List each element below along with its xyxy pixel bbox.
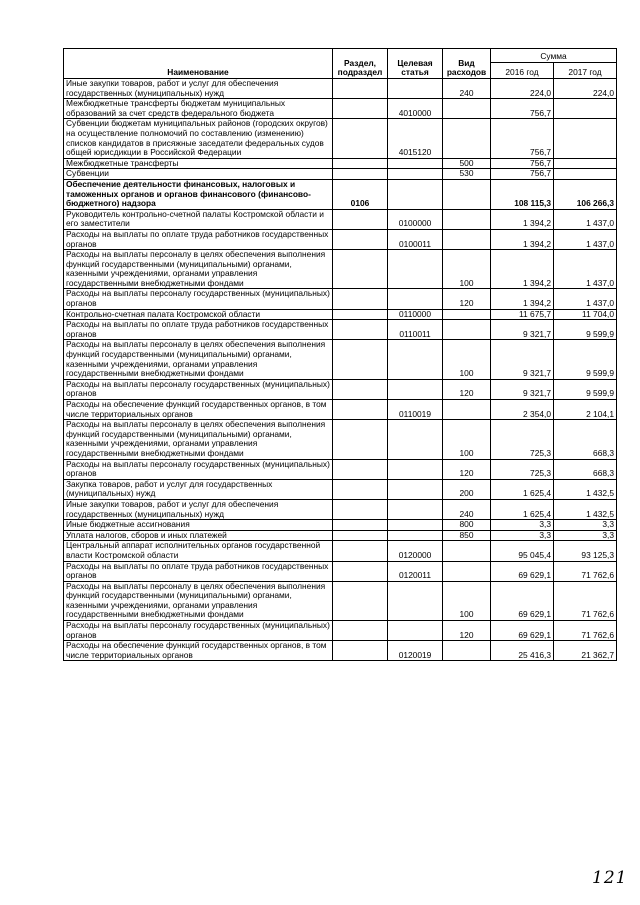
row-section [333,499,388,519]
row-sum-2017: 1 437,0 [554,250,617,289]
row-sum-2016: 1 394,2 [491,250,554,289]
row-sum-2016: 2 354,0 [491,400,554,420]
row-section [333,379,388,399]
row-expense-type: 100 [443,340,491,379]
row-sum-2016: 69 629,1 [491,581,554,620]
row-name: Расходы на выплаты персоналу государственных (муниципальных) органов [64,379,333,399]
row-expense-type [443,561,491,581]
table-row [64,79,617,99]
row-expense-type [443,309,491,320]
row-expense-type: 120 [443,379,491,399]
table-row [64,561,617,581]
row-section [333,459,388,479]
row-target-article [388,340,443,379]
row-name: Контрольно-счетная палата Костромской области [64,309,333,320]
row-target-article [388,179,443,209]
row-sum-2017: 21 362,7 [554,641,617,661]
table-row [64,119,617,158]
header-sum: Сумма [491,49,617,63]
row-sum-2016: 756,7 [491,99,554,119]
row-expense-type: 800 [443,520,491,531]
row-name: Руководитель контрольно-счетной палаты Костромской области и его заместители [64,209,333,229]
table-row [64,289,617,309]
row-sum-2017: 11 704,0 [554,309,617,320]
row-section [333,209,388,229]
table-row [64,250,617,289]
row-target-article [388,420,443,459]
row-sum-2016: 69 629,1 [491,561,554,581]
row-section [333,229,388,249]
row-name: Расходы на обеспечение функций государственных органов, в том числе территориальных органов [64,641,333,661]
row-name: Расходы на выплаты персоналу в целях обеспечения выполнения функций государственными (муниципальными) органами, казенными учреждениями, органами управления государственными внебюджетными фондами [64,340,333,379]
row-section [333,320,388,340]
row-sum-2016: 1 394,2 [491,209,554,229]
row-sum-2016: 108 115,3 [491,179,554,209]
row-name: Субвенции бюджетам муниципальных районов (городских округов) на осуществление полномочий по составлению (изменению) списков кандидатов в присяжные заседатели федеральных судов общей юрисдикции в Российской Федерации [64,119,333,158]
row-expense-type [443,400,491,420]
row-name: Расходы на выплаты по оплате труда работников государственных органов [64,229,333,249]
row-sum-2016: 9 321,7 [491,340,554,379]
row-sum-2017 [554,169,617,180]
table-row [64,169,617,180]
row-sum-2017: 668,3 [554,459,617,479]
row-name: Уплата налогов, сборов и иных платежей [64,530,333,541]
row-expense-type [443,541,491,561]
row-sum-2016: 25 416,3 [491,641,554,661]
row-sum-2016: 725,3 [491,420,554,459]
row-sum-2017: 2 104,1 [554,400,617,420]
row-target-article: 0110000 [388,309,443,320]
row-expense-type [443,320,491,340]
table-row [64,641,617,661]
row-sum-2017: 106 266,3 [554,179,617,209]
row-sum-2017: 9 599,9 [554,379,617,399]
row-name: Расходы на обеспечение функций государственных органов, в том числе территориальных органов [64,400,333,420]
row-sum-2016: 1 625,4 [491,499,554,519]
row-target-article [388,479,443,499]
row-target-article [388,530,443,541]
table-row [64,340,617,379]
row-target-article [388,459,443,479]
row-section [333,641,388,661]
row-section [333,309,388,320]
row-expense-type: 100 [443,581,491,620]
row-name: Межбюджетные трансферты бюджетам муниципальных образований за счет средств федерального бюджета [64,99,333,119]
row-target-article: 0100011 [388,229,443,249]
row-section [333,400,388,420]
row-section [333,621,388,641]
header-2016: 2016 год [491,63,554,79]
row-section [333,420,388,459]
budget-table [63,48,617,661]
row-target-article [388,250,443,289]
header-name: Наименование [64,49,333,79]
row-expense-type [443,119,491,158]
table-row [64,99,617,119]
table-row [64,379,617,399]
row-expense-type: 100 [443,250,491,289]
row-sum-2017: 224,0 [554,79,617,99]
row-section [333,340,388,379]
row-target-article: 0110019 [388,400,443,420]
row-name: Иные закупки товаров, работ и услуг для обеспечения государственных (муниципальных) нужд [64,499,333,519]
row-sum-2016: 3,3 [491,520,554,531]
row-sum-2016: 1 394,2 [491,289,554,309]
row-expense-type [443,209,491,229]
table-row [64,581,617,620]
row-target-article: 0120019 [388,641,443,661]
row-expense-type: 100 [443,420,491,459]
row-section [333,520,388,531]
table-row [64,530,617,541]
row-expense-type: 120 [443,289,491,309]
row-name: Расходы на выплаты персоналу государственных (муниципальных) органов [64,459,333,479]
row-section [333,158,388,169]
table-row [64,320,617,340]
row-target-article: 0120000 [388,541,443,561]
header-target: Целевая статья [388,49,443,79]
table-row [64,479,617,499]
row-expense-type: 850 [443,530,491,541]
row-sum-2017: 1 437,0 [554,209,617,229]
row-target-article [388,520,443,531]
row-expense-type: 500 [443,158,491,169]
page-number: 121 [592,868,628,888]
row-target-article [388,621,443,641]
row-name: Межбюджетные трансферты [64,158,333,169]
row-sum-2017: 71 762,6 [554,581,617,620]
header-2017: 2017 год [554,63,617,79]
row-sum-2017: 71 762,6 [554,621,617,641]
table-row [64,499,617,519]
row-section [333,289,388,309]
row-expense-type: 240 [443,79,491,99]
row-sum-2017: 1 437,0 [554,229,617,249]
row-expense-type: 120 [443,459,491,479]
row-name: Расходы на выплаты по оплате труда работников государственных органов [64,320,333,340]
row-sum-2017: 3,3 [554,520,617,531]
row-target-article: 4015120 [388,119,443,158]
table-row [64,420,617,459]
row-name: Расходы на выплаты персоналу государственных (муниципальных) органов [64,621,333,641]
row-section [333,581,388,620]
row-expense-type: 200 [443,479,491,499]
row-expense-type: 530 [443,169,491,180]
row-target-article: 0110011 [388,320,443,340]
table-row [64,520,617,531]
row-target-article [388,581,443,620]
row-name: Расходы на выплаты по оплате труда работников государственных органов [64,561,333,581]
row-target-article: 4010000 [388,99,443,119]
table-row [64,400,617,420]
row-target-article: 0120011 [388,561,443,581]
table-row [64,209,617,229]
row-sum-2017: 93 125,3 [554,541,617,561]
row-sum-2017 [554,119,617,158]
row-target-article: 0100000 [388,209,443,229]
row-name: Расходы на выплаты персоналу в целях обеспечения выполнения функций государственными (муниципальными) органами, казенными учреждениями, органами управления государственными внебюджетными фондами [64,581,333,620]
row-section [333,119,388,158]
row-expense-type [443,229,491,249]
table-row [64,541,617,561]
table-row [64,179,617,209]
row-section [333,479,388,499]
row-sum-2016: 756,7 [491,119,554,158]
row-target-article [388,289,443,309]
row-sum-2016: 69 629,1 [491,621,554,641]
table-row [64,621,617,641]
row-target-article [388,379,443,399]
row-sum-2016: 9 321,7 [491,379,554,399]
row-target-article [388,158,443,169]
row-name: Субвенции [64,169,333,180]
row-section [333,530,388,541]
row-sum-2016: 756,7 [491,158,554,169]
row-sum-2017: 668,3 [554,420,617,459]
row-sum-2017: 1 432,5 [554,499,617,519]
row-section [333,79,388,99]
row-sum-2016: 11 675,7 [491,309,554,320]
row-name: Иные закупки товаров, работ и услуг для обеспечения государственных (муниципальных) нужд [64,79,333,99]
row-name: Расходы на выплаты персоналу в целях обеспечения выполнения функций государственными (муниципальными) органами, казенными учреждениями, органами управления государственными внебюджетными фондами [64,250,333,289]
row-name: Обеспечение деятельности финансовых, налоговых и таможенных органов и органов финансового (финансово-бюджетного) надзора [64,179,333,209]
row-name: Закупка товаров, работ и услуг для государственных (муниципальных) нужд [64,479,333,499]
row-expense-type: 240 [443,499,491,519]
row-target-article [388,499,443,519]
row-name: Расходы на выплаты персоналу в целях обеспечения выполнения функций государственными (муниципальными) органами, казенными учреждениями, органами управления государственными внебюджетными фондами [64,420,333,459]
row-target-article [388,169,443,180]
row-section [333,250,388,289]
row-expense-type [443,641,491,661]
row-sum-2016: 756,7 [491,169,554,180]
row-section [333,99,388,119]
row-sum-2017: 3,3 [554,530,617,541]
row-sum-2017: 9 599,9 [554,340,617,379]
row-sum-2016: 1 394,2 [491,229,554,249]
row-sum-2016: 9 321,7 [491,320,554,340]
table-row [64,229,617,249]
row-sum-2016: 725,3 [491,459,554,479]
row-sum-2017 [554,99,617,119]
row-sum-2017 [554,158,617,169]
row-name: Расходы на выплаты персоналу государственных (муниципальных) органов [64,289,333,309]
header-type: Вид расходов [443,49,491,79]
row-name: Центральный аппарат исполнительных органов государственной власти Костромской области [64,541,333,561]
row-target-article [388,79,443,99]
row-section [333,169,388,180]
row-section: 0106 [333,179,388,209]
row-expense-type [443,179,491,209]
row-sum-2017: 9 599,9 [554,320,617,340]
row-expense-type: 120 [443,621,491,641]
table-row [64,309,617,320]
row-section [333,561,388,581]
row-sum-2017: 1 437,0 [554,289,617,309]
header-section: Раздел, подраздел [333,49,388,79]
table-row [64,158,617,169]
row-sum-2017: 1 432,5 [554,479,617,499]
row-expense-type [443,99,491,119]
row-sum-2016: 3,3 [491,530,554,541]
row-sum-2016: 1 625,4 [491,479,554,499]
row-section [333,541,388,561]
table-row [64,459,617,479]
row-sum-2016: 224,0 [491,79,554,99]
row-sum-2016: 95 045,4 [491,541,554,561]
row-sum-2017: 71 762,6 [554,561,617,581]
row-name: Иные бюджетные ассигнования [64,520,333,531]
